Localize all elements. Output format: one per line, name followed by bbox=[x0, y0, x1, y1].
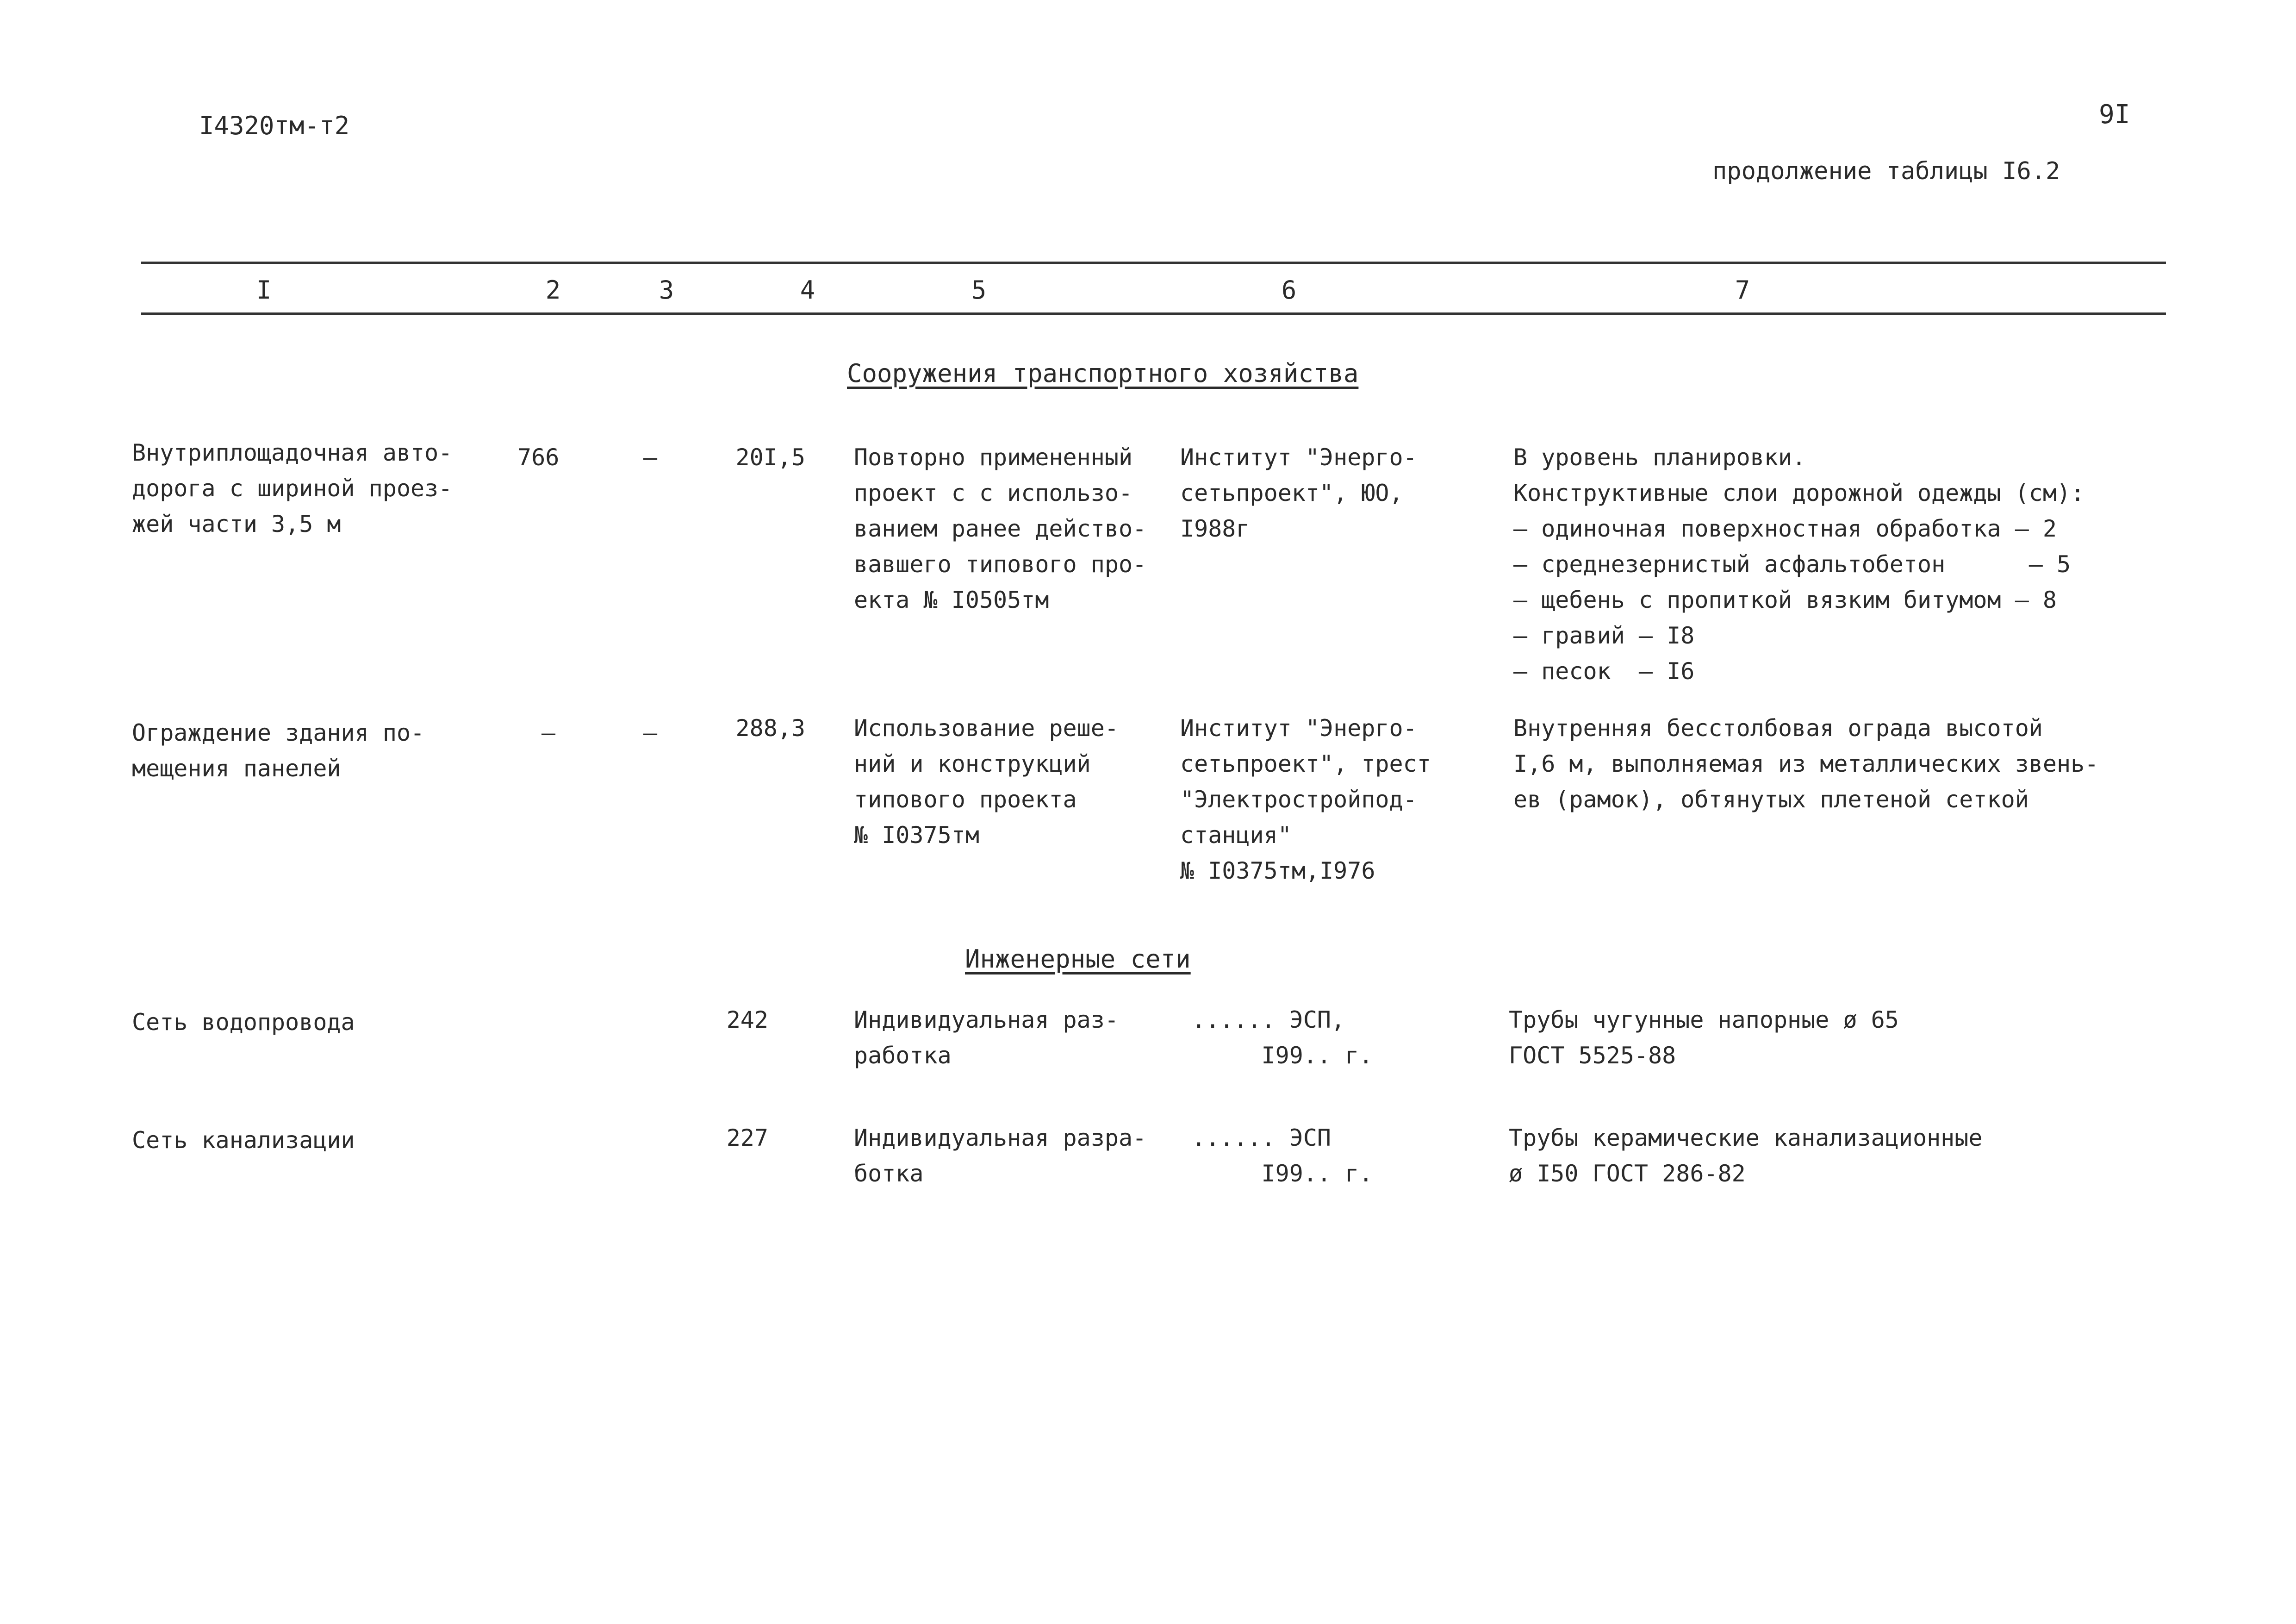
table-continuation-caption: продолжение таблицы I6.2 bbox=[1712, 157, 2060, 185]
cell-col7: Трубы керамические канализационные ø I50 ГОСТ 286-82 bbox=[1509, 1124, 1983, 1187]
row-name: Сеть канализации bbox=[132, 1127, 355, 1154]
document-code: I4320тм-т2 bbox=[199, 111, 350, 140]
section-title-engineering: Инженерные сети bbox=[965, 944, 1191, 974]
section-title-transport: Сооружения транспортного хозяйства bbox=[847, 359, 1359, 388]
cell-col7: Внутренняя бесстолбовая ограда высотой I,6 м, выполняемая из металлических звень- ев (рамок), обтянутых плетеной сеткой bbox=[1513, 715, 2099, 813]
cell-col5: Использование реше- ний и конструкций типового проекта № I0375тм bbox=[854, 715, 1119, 849]
cell-col4: 288,3 bbox=[735, 715, 805, 742]
cell-col7: В уровень планировки. Конструктивные слои дорожной одежды (см): – одиночная поверхностная обработка – 2 – среднезернистый асфальтобетон – 5 – щебень с пропиткой вязким битумом – 8 – гравий – I8 – песок – I6 bbox=[1513, 444, 2085, 685]
row-name: Ограждение здания по- мещения панелей bbox=[132, 719, 425, 782]
cell-col5: Индивидуальная раз- работка bbox=[854, 1006, 1119, 1069]
cell-col4: 227 bbox=[726, 1124, 768, 1151]
page-number: 9I bbox=[2099, 100, 2130, 130]
cell-col3: – bbox=[643, 444, 658, 471]
column-header-7: 7 bbox=[1735, 275, 1750, 305]
column-header-3: 3 bbox=[659, 275, 674, 305]
cell-col6: ...... ЭСП I99.. г. bbox=[1192, 1124, 1373, 1187]
cell-col7: Трубы чугунные напорные ø 65 ГОСТ 5525-88 bbox=[1509, 1006, 1899, 1069]
cell-col5: Индивидуальная разра- ботка bbox=[854, 1124, 1147, 1187]
cell-col4: 242 bbox=[726, 1006, 768, 1033]
column-header-6: 6 bbox=[1281, 275, 1297, 305]
row-name: Сеть водопровода bbox=[132, 1009, 355, 1036]
column-header-2: 2 bbox=[545, 275, 561, 305]
table-top-rule bbox=[141, 262, 2166, 264]
cell-col6: Институт "Энерго- сетьпроект", ЮО, I988г bbox=[1180, 444, 1417, 542]
cell-col3: – bbox=[643, 719, 658, 746]
cell-col4: 20I,5 bbox=[735, 444, 805, 471]
column-header-5: 5 bbox=[971, 275, 987, 305]
cell-col5: Повторно примененный проект с с использо- ванием ранее действо- вавшего типового про- екта № I0505тм bbox=[854, 444, 1147, 613]
column-header-1: I bbox=[256, 275, 272, 305]
row-name: Внутриплощадочная авто- дорога с шириной проез- жей части 3,5 м bbox=[132, 439, 453, 537]
cell-col2: 766 bbox=[517, 444, 560, 471]
cell-col2: – bbox=[541, 719, 556, 746]
cell-col6: ...... ЭСП, I99.. г. bbox=[1192, 1006, 1373, 1069]
table-header-rule bbox=[141, 312, 2166, 315]
column-header-4: 4 bbox=[800, 275, 815, 305]
cell-col6: Институт "Энерго- сетьпроект", трест "Электростройпод- станция" № I0375тм,I976 bbox=[1180, 715, 1431, 884]
